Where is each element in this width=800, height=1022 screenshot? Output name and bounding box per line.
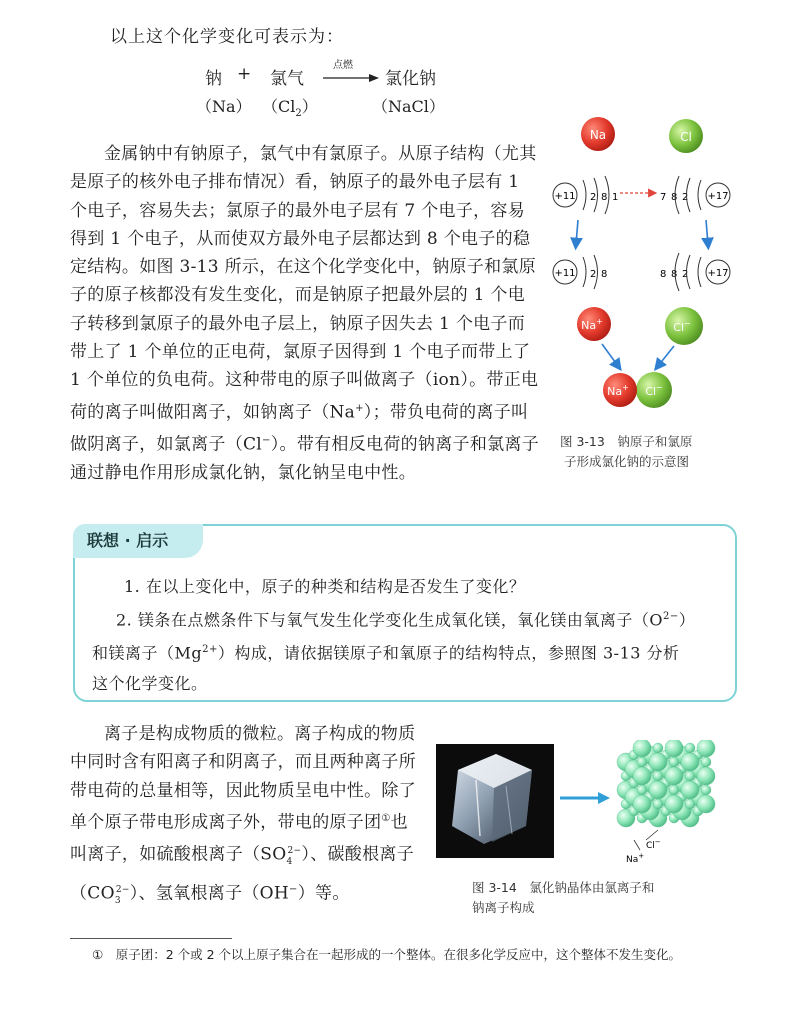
svg-text:2: 2	[590, 269, 597, 280]
question-1: 1. 在以上变化中，原子的种类和结构是否发生了变化？	[124, 577, 526, 596]
na-ion-sphere	[653, 771, 663, 781]
formula-nacl: （NaCl）	[372, 97, 445, 116]
svg-text:1: 1	[612, 192, 619, 203]
na-atom	[581, 117, 615, 151]
na-ion-sphere	[701, 757, 711, 767]
footnote-divider	[70, 938, 232, 939]
na-ion	[577, 307, 611, 341]
cl-ion-sphere	[681, 781, 699, 799]
cl-atom-structure	[660, 176, 730, 214]
figure-3-14	[436, 740, 736, 870]
svg-text:Cl−: Cl−	[645, 383, 663, 398]
salt-crystal-photo	[436, 744, 554, 858]
svg-text:8: 8	[601, 192, 608, 203]
lattice-na-label: Na+	[626, 852, 645, 865]
svg-text:+17: +17	[707, 191, 729, 202]
cl-ion-sphere	[697, 740, 715, 757]
formula-cl2: $(Cl_2)$	[262, 97, 318, 120]
na-atom-structure	[553, 176, 618, 214]
na-down-arrow	[576, 220, 578, 244]
na-ion-sphere	[669, 757, 679, 767]
na-ion-sphere	[653, 799, 663, 809]
na-ion-sphere	[685, 743, 695, 753]
na-ion-sphere	[685, 799, 695, 809]
cl-ion-sphere	[633, 767, 651, 785]
na-ion-sphere	[637, 757, 647, 767]
cl-ion-sphere	[665, 795, 683, 813]
svg-text:+11: +11	[554, 268, 576, 279]
nacl-pair	[603, 372, 672, 408]
svg-text:7: 7	[660, 192, 667, 203]
svg-text:+11: +11	[554, 191, 576, 202]
svg-text:8: 8	[671, 269, 678, 280]
cl-ion-structure	[660, 253, 730, 291]
footnote: ① 原子团：2 个或 2 个以上原子集合在一起形成的一个整体。在很多化学反应中，这个整体不发生变化。	[92, 947, 682, 962]
na-ion-structure	[553, 255, 607, 289]
reaction-condition: 点燃	[333, 60, 353, 71]
svg-text:8: 8	[660, 269, 667, 280]
svg-text:Cl: Cl	[680, 130, 692, 144]
cl-atom	[669, 119, 703, 153]
cl-ion	[665, 307, 703, 345]
figure-3-13-caption: 图 3-13 钠原子和氯原 子形成氯化钠的示意图	[560, 434, 693, 469]
nacl-lattice	[617, 740, 715, 827]
reactant-chlorine: 氯气	[270, 69, 304, 89]
na-ion-sphere	[669, 785, 679, 795]
plus-sign: +	[237, 64, 252, 84]
cl-ion-sphere	[697, 767, 715, 785]
right-arrow	[560, 792, 610, 804]
cl-ion-arrow	[658, 346, 674, 366]
na-ion-arrow	[602, 344, 618, 366]
paragraph-ionic-formation: 金属钠中有钠原子，氯气中有氯原子。从原子结构（尤其是原子的核外电子排布情况）看，钠原子的最外电子层有 1 个电子，容易失去；氯原子的最外电子层有 7 个电子，容易得到 1 个电子，从而使双方最外电子层都达到 8 个电子的稳定结构。如图 3-13 所示，在这个化学变化中，钠原子和氯原子的原子核都没有发生变化，而是钠原子把最外层的 1 个电子转移到氯原子的最外电子层上，钠原子因失去 1 个电子而带上了 1 个单位的正电荷，氯原子因得到 1 个电子而带上了 1 个单位的负电荷。这种带电的原子叫做离子（ion）。带正电荷的离子叫做阳离子，如钠离子（Na+）；带负电荷的离子叫做阴离子，如氯离子（Cl−）。带有相反电荷的钠离子和氯离子通过静电作用形成氯化钠，氯化钠呈电中性。	[70, 144, 540, 483]
reaction-arrow	[323, 68, 379, 88]
cl-ion-sphere	[649, 781, 667, 799]
formula-na: （Na）	[196, 97, 252, 116]
paragraph-ions-matter: 离子是构成物质的微粒。离子构成的物质中同时含有阳离子和阴离子，而且两种离子所带电荷的总量相等，因此物质呈电中性。除了单个原子带电形成离子外，带电的原子团①也叫离子，如硫酸根离子$(SO_4^{2-})$、碳酸根离子$(CO_3^{2-})$、氢氧根离子（OH−）等。	[70, 724, 416, 907]
reactant-sodium: 钠	[205, 69, 222, 89]
svg-text:Na+: Na+	[607, 383, 629, 398]
cl-ion-sphere	[633, 795, 651, 813]
cl-ion-sphere	[665, 767, 683, 785]
na-ion-sphere	[637, 785, 647, 795]
cl-ion-sphere	[649, 753, 667, 771]
svg-text:2: 2	[682, 269, 689, 280]
question-2: 2. 镁条在点燃条件下与氧气发生化学变化生成氧化镁，氧化镁由氧离子$(O^{2-})$和镁离子$(Mg^{2+})$构成，请依据镁原子和氧原子的结构特点，参照图 3-13 分析这个化学变化。	[92, 610, 688, 693]
svg-text:Na: Na	[589, 128, 607, 142]
svg-text:Na+: Na+	[581, 317, 603, 332]
svg-text:Cl−: Cl−	[673, 319, 691, 334]
svg-text:8: 8	[671, 192, 678, 203]
svg-text:+17: +17	[707, 268, 729, 279]
na-ion-sphere	[653, 743, 663, 753]
svg-text:8: 8	[601, 269, 608, 280]
na-ion-sphere	[685, 771, 695, 781]
cl-ion-sphere	[665, 740, 683, 757]
svg-text:2: 2	[590, 192, 597, 203]
intro-text: 以上这个化学变化可表示为：	[110, 27, 344, 47]
figure-3-14-caption: 图 3-14 氯化钠晶体由氯离子和 钠离子构成	[472, 880, 655, 915]
lattice-cl-label: Cl−	[646, 838, 661, 851]
product-nacl: 氯化钠	[385, 69, 436, 89]
cl-down-arrow	[706, 220, 708, 244]
svg-text:2: 2	[682, 192, 689, 203]
cl-ion-sphere	[697, 795, 715, 813]
think-box-title: 联想 · 启示	[73, 524, 203, 558]
figure-3-13	[548, 112, 748, 432]
cl-ion-sphere	[681, 753, 699, 771]
na-ion-sphere	[701, 785, 711, 795]
cl-ion-sphere	[633, 740, 651, 757]
